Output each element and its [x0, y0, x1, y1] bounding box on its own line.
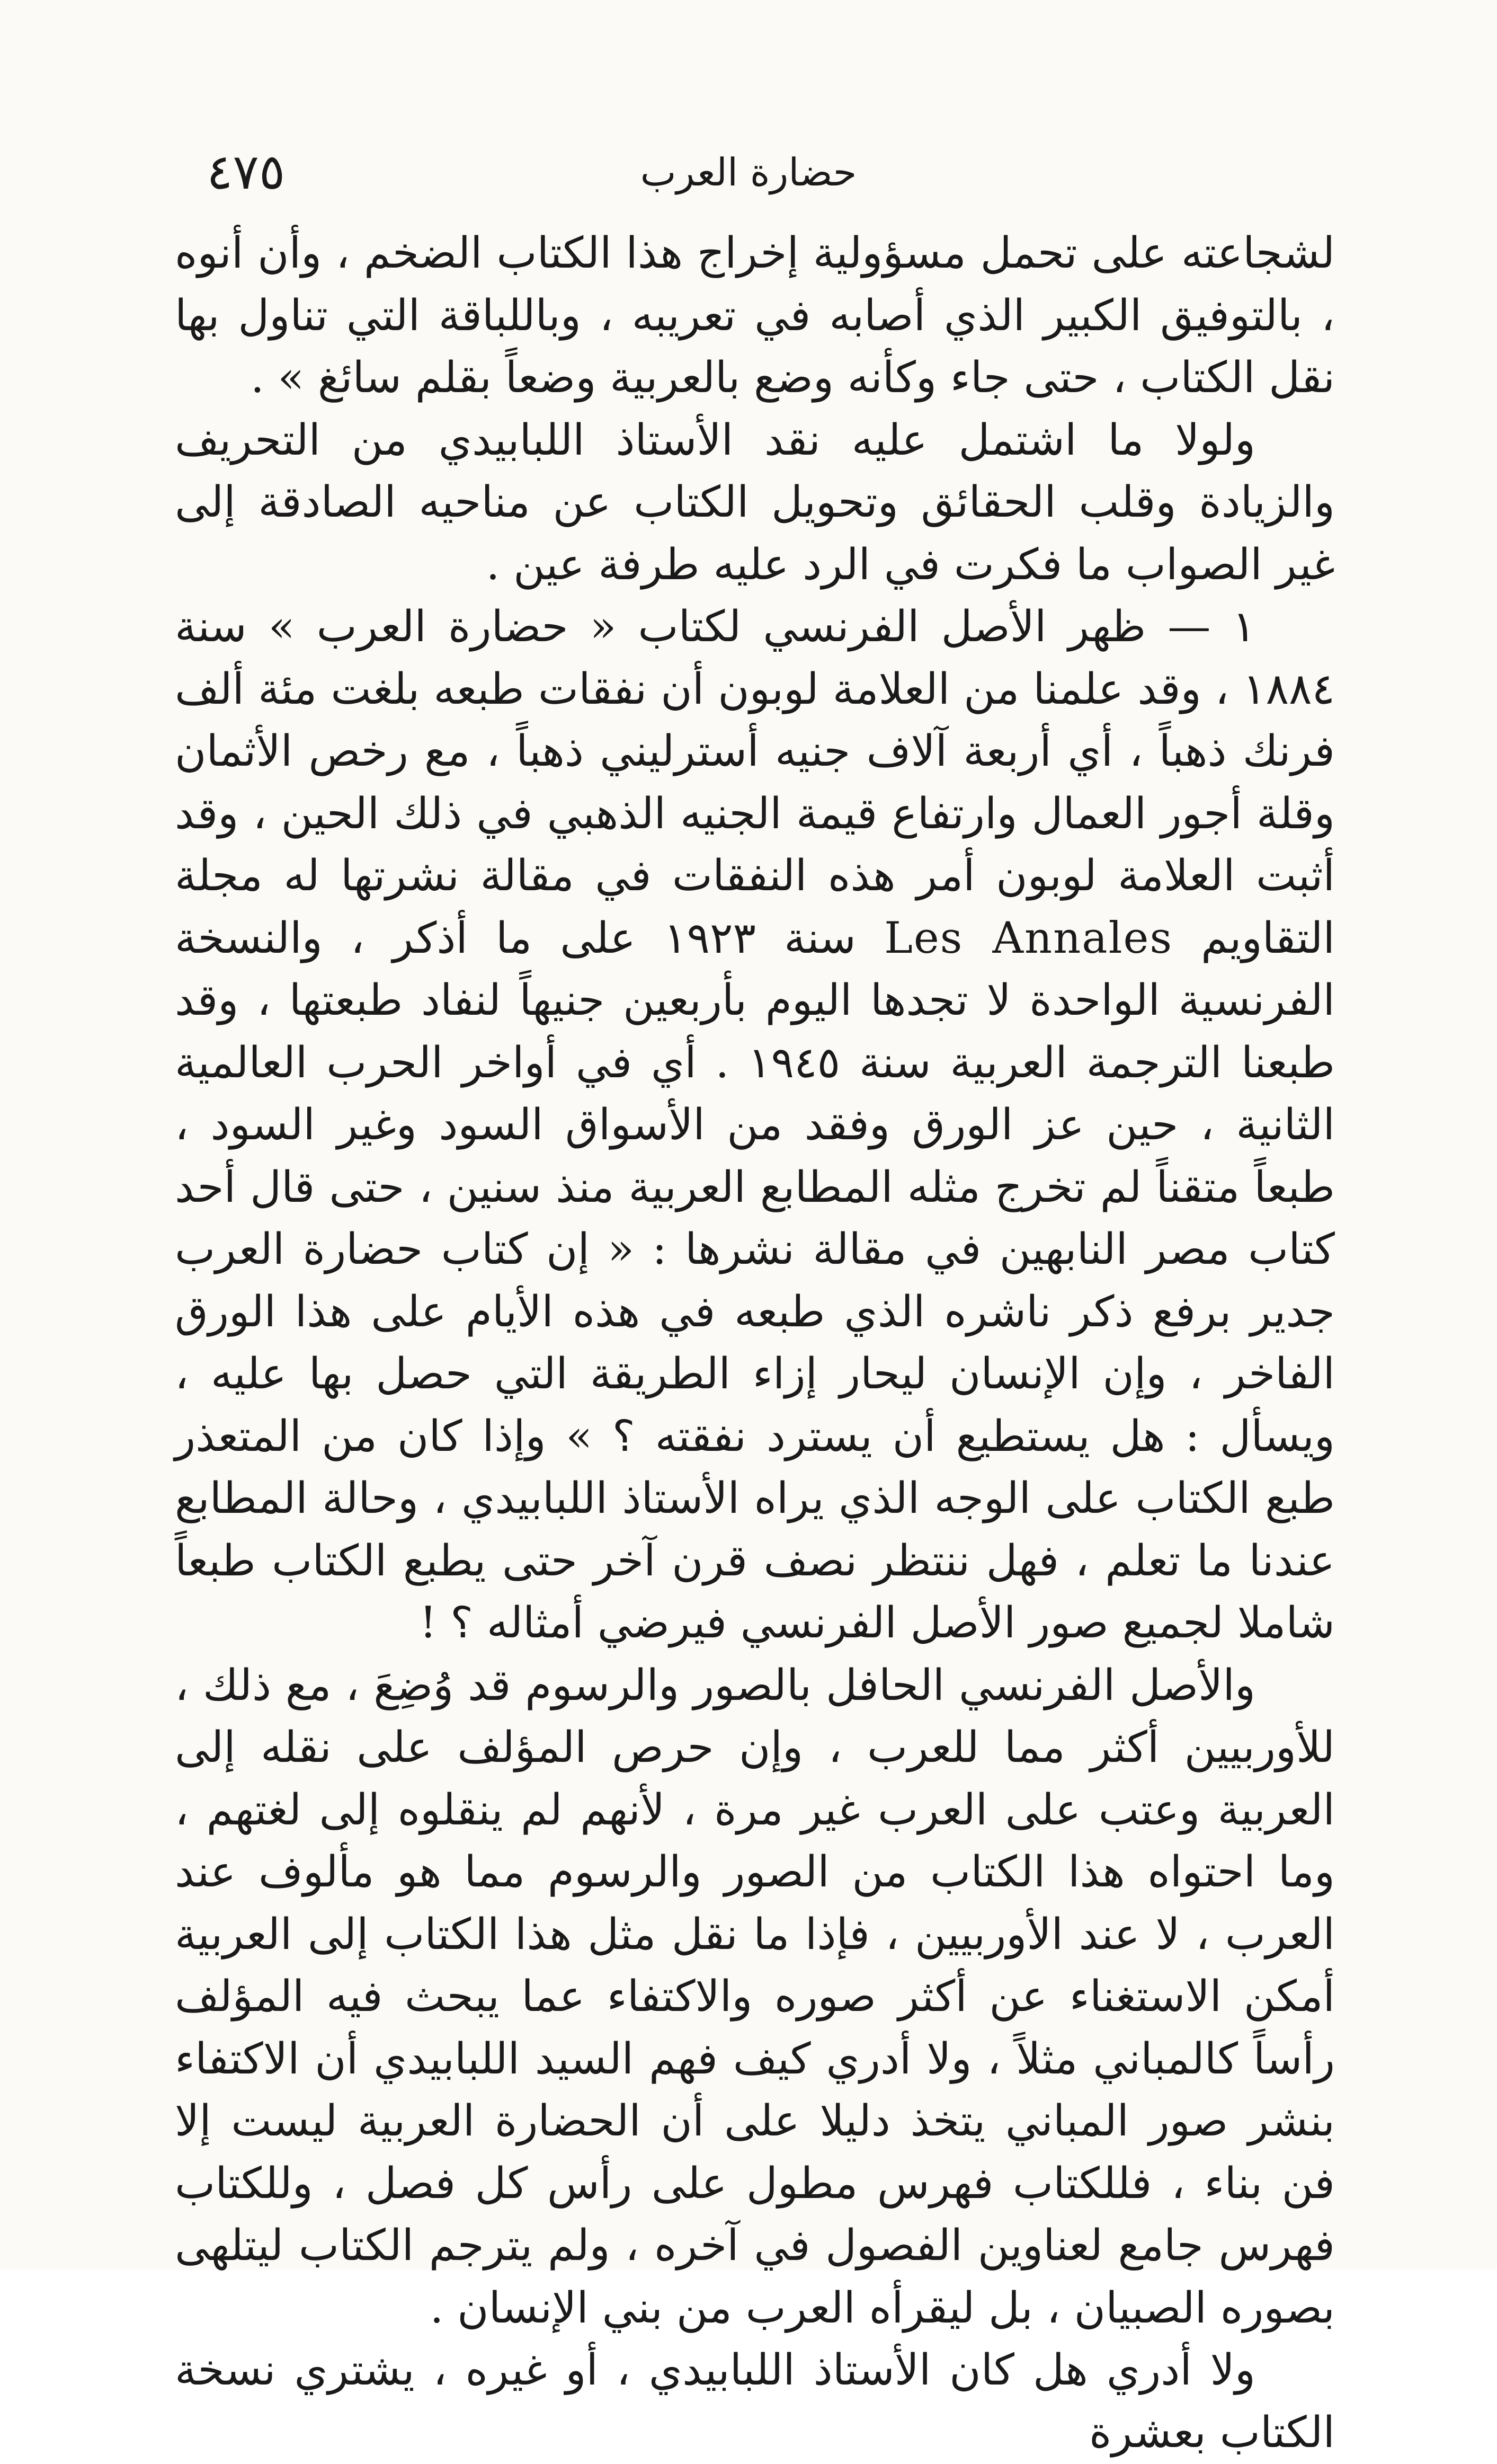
paragraph-2: ولولا ما اشتمل عليه نقد الأستاذ اللبابيدي من التحريف والزيادة وقلب الحقائق وتحويل الكتاب عن مناحيه الصادقة إلى غير الصواب ما فكرت في الرد عليه طرفة عين .: [175, 415, 1335, 590]
page-header: [175, 143, 1322, 207]
body-text: [175, 223, 1335, 2464]
page-number: ٤٧٥: [207, 144, 286, 200]
paragraph-4: والأصل الفرنسي الحافل بالصور والرسوم قد وُضِعَ ، مع ذلك ، للأوربيين أكثر مما للعرب ، وإن حرص المؤلف على نقله إلى العربية وعتب على العرب غير مرة ، لأنهم لم ينقلوه إلى لغتهم ، وما احتواه هذا الكتاب من الصور والرسوم مما هو مألوف عند العرب ، لا عند الأوربيين ، فإذا ما نقل مثل هذا الكتاب إلى العربية أمكن الاستغناء عن أكثر صوره والاكتفاء عما يبحث فيه المؤلف رأساً كالمباني مثلاً ، ولا أدري كيف فهم السيد اللبابيدي أن الاكتفاء بنشر صور المباني يتخذ دليلا على أن الحضارة العربية ليست إلا فن بناء ، فللكتاب فهرس مطول على رأس كل فصل ، وللكتاب فهرس جامع لعناوين الفصول في آخره ، ولم يترجم الكتاب ليتلهى بصوره الصبيان ، بل ليقرأه العرب من بني الإنسان .: [175, 1660, 1335, 2333]
paragraph-3-text-before: ١ — ظهر الأصل الفرنسي لكتاب « حضارة العرب » سنة ١٨٨٤ ، وقد علمنا من العلامة لوبون أن نفقات طبعه بلغت مئة ألف فرنك ذهباً ، أي أربعة آلاف جنيه أسترليني ذهباً ، مع رخص الأثمان وقلة أجور العمال وارتفاع قيمة الجنيه الذهبي في ذلك الحين ، وقد أثبت العلامة لوبون أمر هذه النفقات في مقالة نشرتها له مجلة التقاويم: [175, 602, 1335, 963]
journal-name-latin: Les Annales: [884, 913, 1173, 963]
paragraph-3: [175, 596, 1335, 1655]
running-title: حضارة العرب: [640, 150, 857, 194]
paragraph-1: لشجاعته على تحمل مسؤولية إخراج هذا الكتاب الضخم ، وأن أنوه ، بالتوفيق الكبير الذي أصابه في تعريبه ، وباللباقة التي تناول بها نقل الكتاب ، حتى جاء وكأنه وضع بالعربية وضعاً بقلم سائغ » .: [175, 228, 1335, 403]
paragraph-5: ولا أدري هل كان الأستاذ اللبابيدي ، أو غيره ، يشتري نسخة الكتاب بعشرة: [175, 2345, 1335, 2458]
paragraph-3-text-after: سنة ١٩٢٣ على ما أذكر ، والنسخة الفرنسية الواحدة لا تجدها اليوم بأربعين جنيهاً لنفاد طبعتها ، وقد طبعنا الترجمة العربية سنة ١٩٤٥ . أي في أواخر الحرب العالمية الثانية ، حين عز الورق وفقد من الأسواق السود وغير السود ، طبعاً متقناً لم تخرج مثله المطابع العربية منذ سنين ، حتى قال أحد كتاب مصر النابهين في مقالة نشرها : « إن كتاب حضارة العرب جدير برفع ذكر ناشره الذي طبعه في هذه الأيام على هذا الورق الفاخر ، وإن الإنسان ليحار إزاء الطريقة التي حصل بها عليه ، ويسأل : هل يستطيع أن يسترد نفقته ؟ » وإذا كان من المتعذر طبع الكتاب على الوجه الذي يراه الأستاذ اللبابيدي ، وحالة المطابع عندنا ما تعلم ، فهل ننتظر نصف قرن آخر حتى يطبع الكتاب طبعاً شاملا لجميع صور الأصل الفرنسي فيرضي أمثاله ؟ !: [175, 913, 1335, 1648]
